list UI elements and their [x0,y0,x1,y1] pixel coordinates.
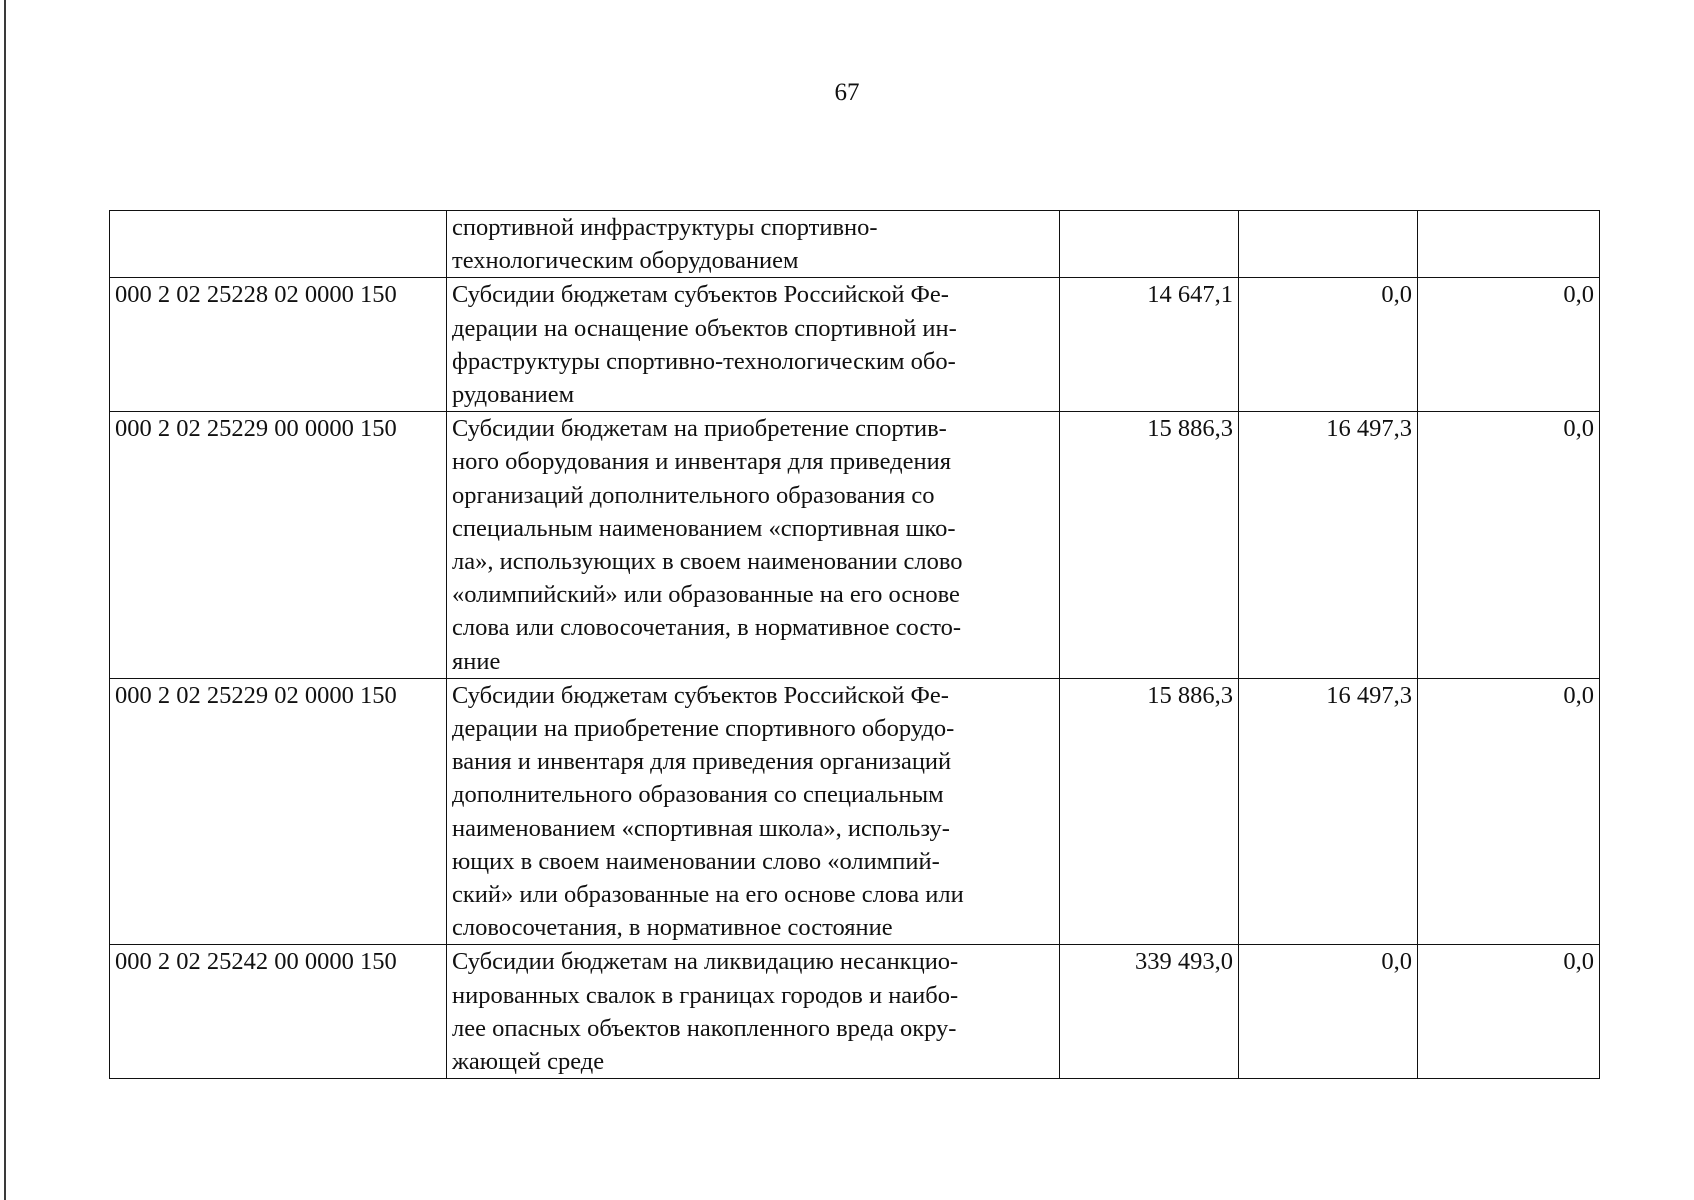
description-line: Субсидии бюджетам субъектов Российской Фе- [452,681,949,709]
value-cell-1: 15 886,3 [1060,412,1239,679]
value-cell-2: 0,0 [1239,945,1418,1079]
description-line: жающей среде [452,1048,605,1076]
value-cell-3: 0,0 [1418,945,1600,1079]
description-line: нированных свалок в границах городов и наибо- [452,981,959,1009]
description-cell [447,211,1060,278]
description-line: ла», использующих в своем наименовании слово [452,548,963,576]
value-cell-2 [1239,211,1418,278]
value-cell-1 [1060,211,1239,278]
description-line: ющих в своем наименовании слово «олимпий- [452,847,940,875]
code-cell: 000 2 02 25242 00 0000 150 [110,945,447,1079]
table-row [110,412,1600,679]
value-cell-1: 15 886,3 [1060,678,1239,945]
scan-edge-line [4,0,6,1200]
value-cell-3: 0,0 [1418,678,1600,945]
table-row [110,278,1600,412]
code-cell: 000 2 02 25228 02 0000 150 [110,278,447,412]
description-line: слова или словосочетания, в нормативное состо- [452,614,962,642]
description-line: лее опасных объектов накопленного вреда окру- [452,1014,957,1042]
description-line: яние [452,647,501,675]
code-cell: 000 2 02 25229 02 0000 150 [110,678,447,945]
page-number: 67 [834,79,860,106]
description-cell [447,678,1060,945]
description-line: технологическим оборудованием [452,247,799,275]
description-line: фраструктуры спортивно-технологическим обо- [452,347,956,375]
description-line: вания и инвентаря для приведения организаций [452,748,952,776]
description-line: дополнительного образования со специальным [452,781,944,809]
table-row [110,678,1600,945]
value-cell-3: 0,0 [1418,412,1600,679]
value-cell-1: 14 647,1 [1060,278,1239,412]
description-line: специальным наименованием «спортивная шко- [452,514,956,542]
description-line: рудованием [452,381,575,409]
value-cell-3 [1418,211,1600,278]
code-cell [110,211,447,278]
description-line: Субсидии бюджетам субъектов Российской Фе- [452,281,949,309]
description-line: дерации на приобретение спортивного оборудо- [452,715,955,743]
table-row [110,945,1600,1079]
description-line: наименованием «спортивная школа», использу- [452,814,950,842]
description-cell [447,278,1060,412]
description-line: организаций дополнительного образования со [452,481,935,509]
table-body [110,211,1600,1079]
description-line: ский» или образованные на его основе слова или [452,881,964,909]
description-line: спортивной инфраструктуры спортивно- [452,214,878,241]
description-line: Субсидии бюджетам на приобретение спортив- [452,415,947,443]
code-cell: 000 2 02 25229 00 0000 150 [110,412,447,679]
description-line: Субсидии бюджетам на ликвидацию несанкцио- [452,948,959,976]
description-line: ного оборудования и инвентаря для приведения [452,448,951,476]
value-cell-1: 339 493,0 [1060,945,1239,1079]
description-line: «олимпийский» или образованные на его основе [452,581,960,609]
table-row [110,211,1600,278]
description-line: дерации на оснащение объектов спортивной ин- [452,314,957,342]
value-cell-2: 16 497,3 [1239,678,1418,945]
value-cell-2: 0,0 [1239,278,1418,412]
description-cell [447,412,1060,679]
value-cell-3: 0,0 [1418,278,1600,412]
description-cell [447,945,1060,1079]
budget-table [109,210,1600,1079]
description-line: словосочетания, в нормативное состояние [452,914,893,942]
value-cell-2: 16 497,3 [1239,412,1418,679]
